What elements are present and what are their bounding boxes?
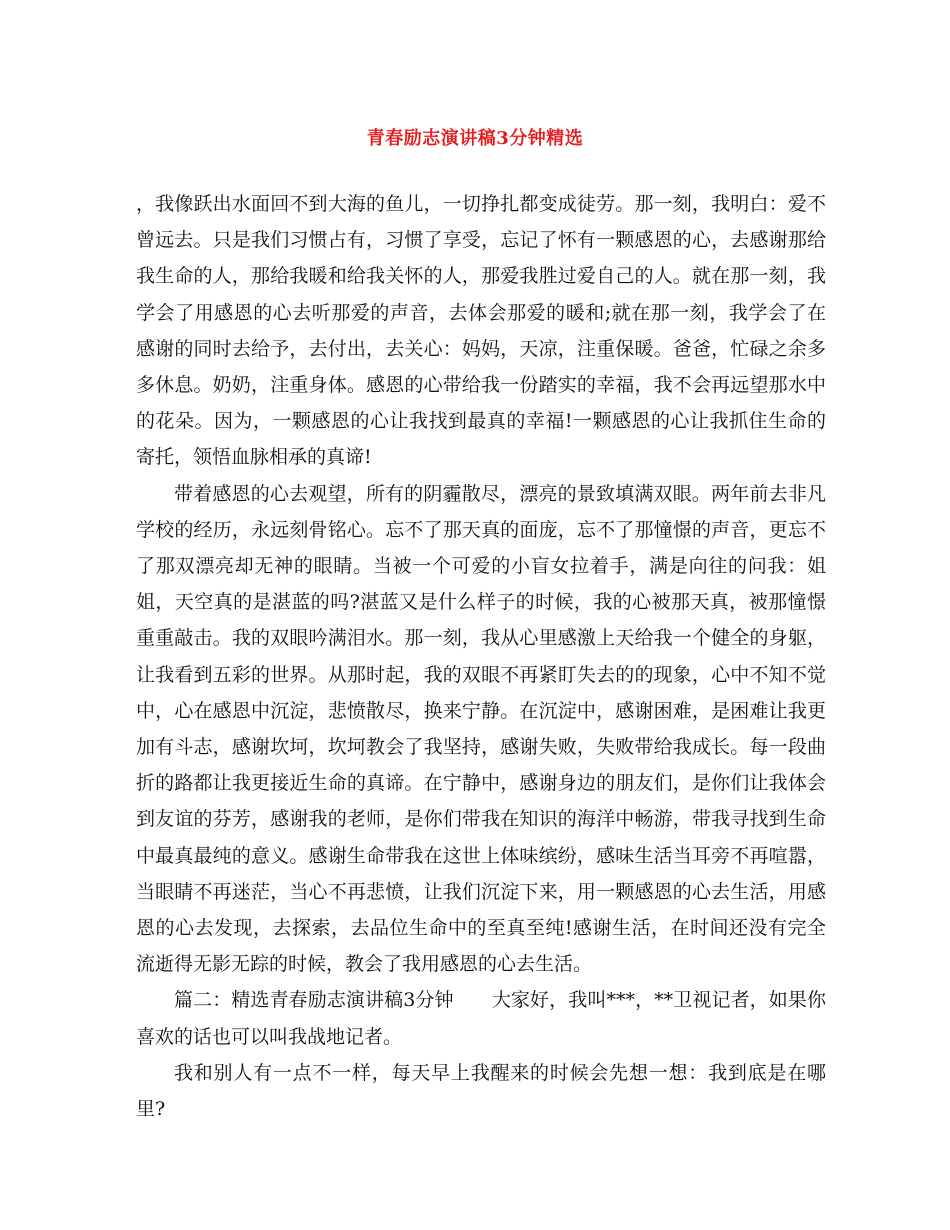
- paragraph-2: 带着感恩的心去观望，所有的阴霾散尽，漂亮的景致填满双眼。两年前去非凡学校的经历，永远刻骨铭心。忘不了那天真的面庞，忘不了那憧憬的声音，更忘不了那双漂亮却无神的眼睛。当被一个可爱的小盲女拉着手，满是向往的问我：姐姐，天空真的是湛蓝的吗?湛蓝又是什么样子的时候，我的心被那天真，被那憧憬重重敲击。我的双眼吟满泪水。那一刻，我从心里感激上天给我一个健全的身躯，让我看到五彩的世界。从那时起，我的双眼不再紧盯失去的的现象，心中不知不觉中，心在感恩中沉淀，悲愤散尽，换来宁静。在沉淀中，感谢困难，是困难让我更加有斗志，感谢坎坷，坎坷教会了我坚持，感谢失败，失败带给我成长。每一段曲折的路都让我更接近生命的真谛。在宁静中，感谢身边的朋友们，是你们让我体会到友谊的芬芳，感谢我的老师，是你们带我在知识的海洋中畅游，带我寻找到生命中最真最纯的意义。感谢生命带我在这世上体味缤纷，感味生活当耳旁不再喧嚣，当眼睛不再迷茫，当心不再悲愤，让我们沉淀下来，用一颗感恩的心去生活，用感恩的心去发现，去探索，去品位生命中的至真至纯!感谢生活，在时间还没有完全流逝得无影无踪的时候，教会了我用感恩的心去生活。: [136, 482, 826, 976]
- paragraph-1: ，我像跃出水面回不到大海的鱼儿，一切挣扎都变成徒劳。那一刻，我明白：爱不曾远去。只是我们习惯占有，习惯了享受，忘记了怀有一颗感恩的心，去感谢那给我生命的人，那给我暖和给我关怀的人，那爱我胜过爱自己的人。就在那一刻，我学会了用感恩的心去听那爱的声音，去体会那爱的暖和;就在那一刻，我学会了在感谢的同时去给予，去付出，去关心：妈妈，天凉，注重保暖。爸爸，忙碌之余多多休息。奶奶，注重身体。感恩的心带给我一份踏实的幸福，我不会再远望那水中的花朵。因为，一颗感恩的心让我找到最真的幸福!一颗感恩的心让我抓住生命的寄托，领悟血脉相承的真谛!: [136, 193, 826, 469]
- paragraph-4: 我和别人有一点不一样，每天早上我醒来的时候会先想一想：我到底是在哪里?: [136, 1061, 826, 1121]
- document-title: 青春励志演讲稿3分钟精选: [366, 128, 584, 149]
- document-body: [136, 186, 826, 1127]
- paragraph-3: 篇二：精选青春励志演讲稿3分钟 大家好，我叫***，**卫视记者，如果你喜欢的话也可以叫我战地记者。: [136, 989, 826, 1048]
